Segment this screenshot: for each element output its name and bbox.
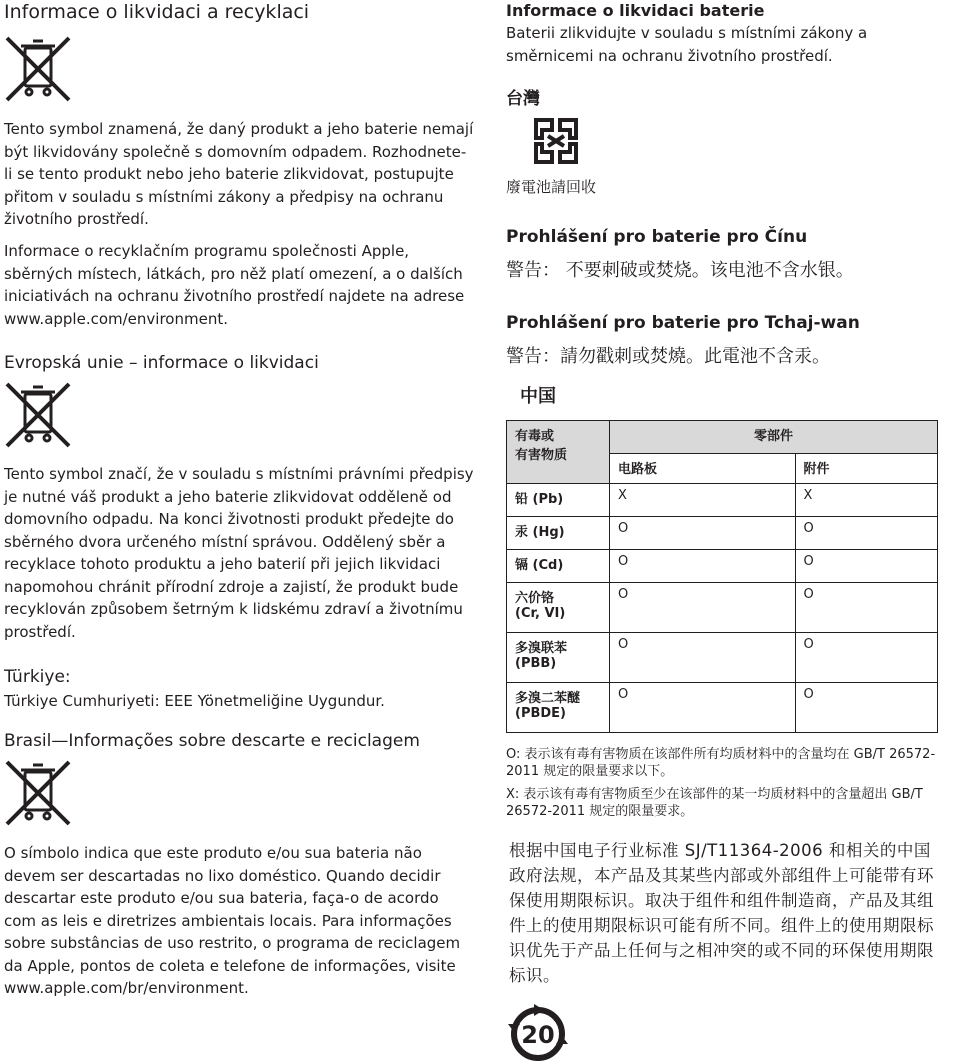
table-cell: O bbox=[610, 517, 796, 550]
crossed-out-bin-icon bbox=[3, 34, 73, 104]
brazil-paragraph: O símbolo indica que este produto e/ou sua bateria não devem ser descartadas no lixo doméstico. Quando decidir descartar este produto e/ou sua bateria, faça-o de acordo com as leis e diretrizes ambientais locais. Para informações sobre substâncias de uso restrito, o programa de reciclagem da Apple, pontos de coleta e telefone de informações, visite www.apple.com/br/environment. bbox=[4, 844, 461, 997]
table-cell: O bbox=[795, 550, 937, 583]
crossed-out-bin-icon bbox=[3, 758, 73, 828]
taiwan-caption: 廢電池請回收 bbox=[506, 178, 597, 196]
table-cell: O bbox=[610, 633, 796, 683]
brazil-heading: Brasil—Informações sobre descarte e reciclagem bbox=[4, 731, 420, 751]
table-row-label: 镉 (Cd) bbox=[507, 550, 610, 583]
table-cell: O bbox=[610, 583, 796, 633]
taiwan-heading: 台灣 bbox=[506, 89, 540, 109]
turkey-text: Türkiye Cumhuriyeti: EEE Yönetmeliğine Uygundur. bbox=[4, 692, 385, 710]
china-standard-paragraph: 根据中国电子行业标准 SJ/T11364-2006 和相关的中国政府法规，本产品及其某些内部或外部组件上可能带有环保使用期限标识。取决于组件和组件制造商，产品及其组件上的使用期限标识可能有所不同。组件上的使用期限标识优先于产品上任何与之相冲突的或不同的环保使用期限标识。 bbox=[509, 841, 934, 985]
taiwan-battery-heading: Prohlášení pro baterie pro Tchaj-wan bbox=[506, 313, 860, 333]
table-cell: O bbox=[795, 683, 937, 733]
table-row-label: 多溴二苯醚 (PBDE) bbox=[507, 683, 610, 733]
eu-heading: Evropská unie – informace o likvidaci bbox=[4, 353, 319, 373]
turkey-heading: Türkiye: bbox=[4, 667, 71, 687]
epup-number: 20 bbox=[521, 1021, 555, 1049]
note-x: X: 表示该有毒有害物质至少在该部件的某一均质材料中的含量超出 GB/T 26572-2011 规定的限量要求。 bbox=[506, 787, 923, 819]
china-battery-heading: Prohlášení pro baterie pro Čínu bbox=[506, 227, 808, 247]
taiwan-battery-warning: 警告：請勿戳刺或焚燒。此電池不含汞。 bbox=[506, 346, 830, 367]
table-cell: X bbox=[795, 484, 937, 517]
crossed-out-bin-icon bbox=[3, 380, 73, 450]
table-cell: O bbox=[795, 583, 937, 633]
table-cell: X bbox=[610, 484, 796, 517]
epup-20-icon bbox=[506, 1002, 570, 1064]
hazardous-substances-table bbox=[506, 420, 938, 733]
recycling-paragraph-2: Informace o recyklačním programu společnosti Apple, sběrných místech, látkách, pro něž platí omezení, a o dalších iniciativách na ochranu životního prostředí najdete na adrese www.apple.com/environment. bbox=[4, 242, 465, 328]
battery-heading: Informace o likvidaci baterie bbox=[506, 1, 765, 20]
table-row-label: 多溴联苯 (PBB) bbox=[507, 633, 610, 683]
table-row bbox=[507, 683, 938, 733]
china-battery-warning: 警告： 不要刺破或焚烧。该电池不含水银。 bbox=[506, 260, 854, 281]
note-o: O: 表示该有毒有害物质在该部件所有均质材料中的含量均在 GB/T 26572-2011 规定的限量要求以下。 bbox=[506, 747, 936, 779]
table-row-label: 汞 (Hg) bbox=[507, 517, 610, 550]
eu-paragraph: Tento symbol značí, že v souladu s místními právními předpisy je nutné váš produkt a jeho baterie zlikvidovat odděleně od domovního odpadu. Na konci životnosti produkt předejte do sběrného dvora určeného místní správou. Oddělený sběr a recyklace tohoto produktu a jeho baterií při jejich likvidaci napomohou chránit přírodní zdroje a zajistí, že produkt bude recyklován způsobem šetrným k lidskému zdraví a životnímu prostředí. bbox=[4, 465, 474, 641]
recycling-paragraph-1: Tento symbol znamená, že daný produkt a jeho baterie nemají být likvidovány společně s domovním odpadem. Rozhodnete-li se tento produkt nebo jeho baterie zlikvidovat, postupujte přitom v souladu s místními zákony a předpisy na ochranu životního prostředí. bbox=[4, 120, 474, 228]
table-header-components: 零部件 bbox=[610, 421, 938, 454]
taiwan-recycle-icon bbox=[532, 116, 580, 166]
table-row bbox=[507, 517, 938, 550]
table-cell: O bbox=[795, 633, 937, 683]
recycling-heading: Informace o likvidaci a recyklaci bbox=[4, 1, 310, 23]
table-cell: O bbox=[610, 683, 796, 733]
china-heading: 中国 bbox=[520, 386, 556, 407]
table-row-label: 六价铬 (Cr, VI) bbox=[507, 583, 610, 633]
table-cell: O bbox=[610, 550, 796, 583]
table-header-accessories: 附件 bbox=[795, 454, 937, 484]
table-cell: O bbox=[795, 517, 937, 550]
battery-text: Baterii zlikvidujte v souladu s místními zákony a směrnicemi na ochranu životního prostředí. bbox=[506, 24, 868, 65]
table-row bbox=[507, 484, 938, 517]
table-row-label: 铅 (Pb) bbox=[507, 484, 610, 517]
table-header-row bbox=[507, 421, 938, 454]
table-row bbox=[507, 633, 938, 683]
table-row bbox=[507, 550, 938, 583]
table-header-substance: 有毒或 有害物质 bbox=[507, 421, 610, 484]
table-header-circuit-board: 电路板 bbox=[610, 454, 796, 484]
table-row bbox=[507, 583, 938, 633]
